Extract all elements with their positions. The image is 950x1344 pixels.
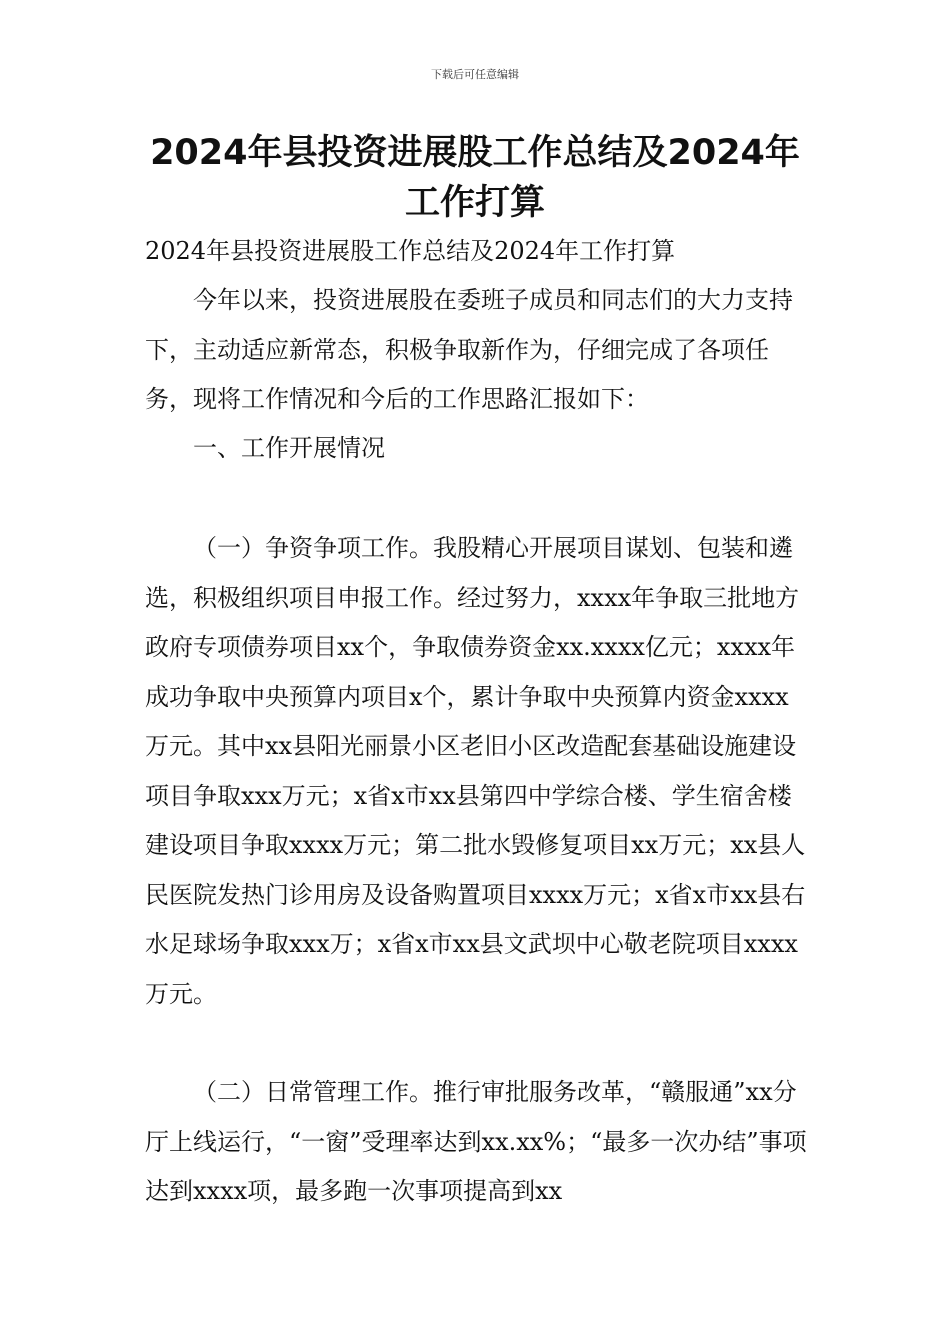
subtitle-line: 2024年县投资进展股工作总结及2024年工作打算 (145, 237, 676, 265)
paragraph-item-2: （二）日常管理工作。推行审批服务改革，“赣服通”xx分厅上线运行，“一窗”受理率达到xx.xx%；“最多一次办结”事项达到xxxx项，最多跑一次事项提高到xx (145, 1078, 807, 1205)
header-note: 下载后可任意编辑 (431, 68, 519, 81)
paragraph-item-1: （一）争资争项工作。我股精心开展项目谋划、包装和遴选，积极组织项目申报工作。经过努力，xxxx年争取三批地方政府专项债券项目xx个，争取债券资金xx.xxxx亿元；xxxx年成功争取中央预算内项目x个，累计争取中央预算内资金xxxx万元。其中xx县阳光丽景小区老旧小区改造配套基础设施建设项目争取xxx万元；x省x市xx县第四中学综合楼、学生宿舍楼建设项目争取xxxx万元；第二批水毁修复项目xx万元；xx县人民医院发热门诊用房及设备购置项目xxxx万元；x省x市xx县右水足球场争取xxx万；x省x市xx县文武坝中心敬老院项目xxxx万元。 (145, 534, 806, 1008)
intro-paragraph: 今年以来，投资进展股在委班子成员和同志们的大力支持下，主动适应新常态，积极争取新作为，仔细完成了各项任务，现将工作情况和今后的工作思路汇报如下： (145, 286, 793, 413)
document-title: 2024年县投资进展股工作总结及2024年工作打算 (150, 133, 800, 223)
section-heading: 一、工作开展情况 (193, 434, 385, 462)
